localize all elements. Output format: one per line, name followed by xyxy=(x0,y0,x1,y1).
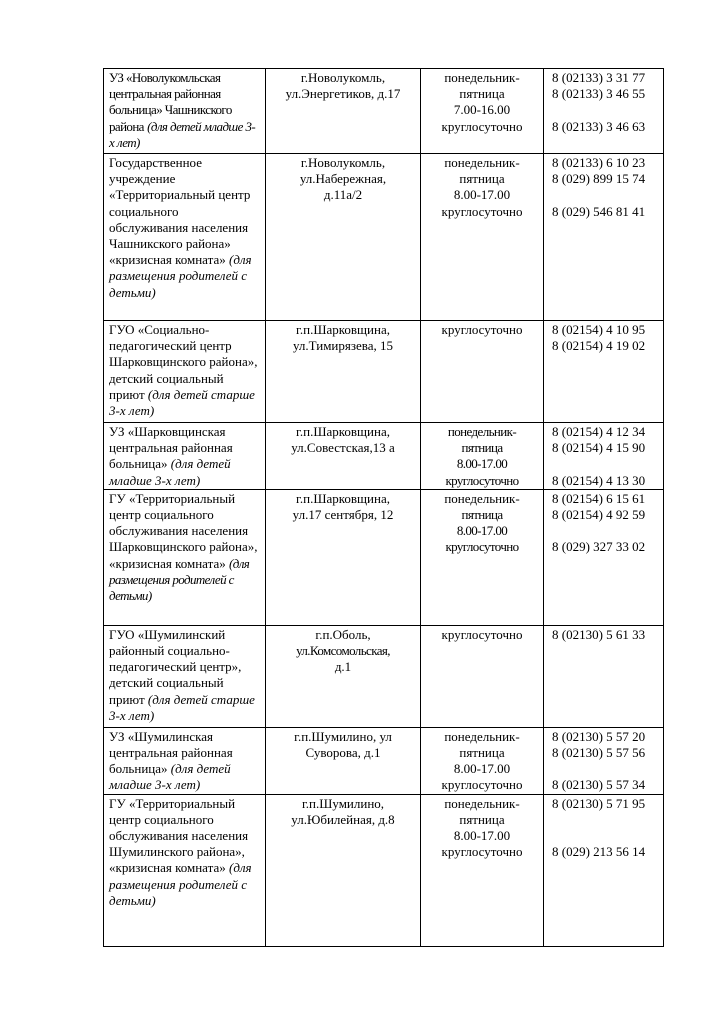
schedule-cell xyxy=(421,321,544,423)
address-line: г.п.Шумилино, ул xyxy=(294,728,392,744)
target-group-note: (для детей старше 3-х лет) xyxy=(109,691,255,723)
address-line: ул.Юбилейная, д.8 xyxy=(291,811,395,827)
phones-cell xyxy=(544,794,664,946)
schedule-cell xyxy=(421,794,544,946)
target-group-note: (для размещения родителей с детьми) xyxy=(109,252,252,300)
schedule-line: круглосуточно xyxy=(441,203,523,219)
address-cell xyxy=(266,727,421,794)
phone-number: 8 (02154) 4 12 34 xyxy=(552,424,646,439)
address-line: г.п.Шарковщина, xyxy=(296,322,390,337)
address-line: г.п.Шарковщина, xyxy=(296,424,390,439)
address-line: г.п.Шумилино, xyxy=(301,795,385,811)
institution-name-cell xyxy=(104,794,266,946)
phones-cell xyxy=(544,69,664,154)
target-group-note: (для детей старше 3-х лет) xyxy=(109,386,255,419)
institution-name-cell xyxy=(104,727,266,794)
address-line: ул.17 сентября, 12 xyxy=(292,507,394,523)
phone-number: 8 (02130) 5 57 34 xyxy=(552,777,646,793)
schedule-line: круглосуточно xyxy=(445,539,519,555)
table-row xyxy=(104,69,664,154)
phone-number: 8 (02133) 3 46 63 xyxy=(552,118,646,134)
institution-name: УЗ «Шарковщинская центральная районная больница» xyxy=(109,424,233,472)
schedule-line: 8.00-17.00 xyxy=(456,456,508,472)
address-cell xyxy=(266,423,421,490)
phone-number: 8 (029) 327 33 02 xyxy=(552,539,646,555)
phones-cell xyxy=(544,423,664,490)
institution-name-cell xyxy=(104,625,266,727)
table-row xyxy=(104,423,664,490)
table-row xyxy=(104,489,664,625)
institution-name-cell xyxy=(104,423,266,490)
table-row xyxy=(104,321,664,423)
address-line: г.п.Оболь, xyxy=(315,626,371,642)
address-line: Суворова, д.1 xyxy=(305,745,381,761)
schedule-cell xyxy=(421,625,544,727)
address-line: ул.Энергетиков, д.17 xyxy=(285,86,401,102)
phone-number: 8 (02154) 4 19 02 xyxy=(552,338,646,354)
phone-number: 8 (02130) 5 57 20 xyxy=(552,728,646,744)
schedule-line: понедельник- xyxy=(444,795,520,811)
address-cell xyxy=(266,321,421,423)
schedule-line: пятница xyxy=(461,440,503,456)
schedule-line: 8.00-17.00 xyxy=(453,187,511,203)
schedule-line: круглосуточно xyxy=(445,472,519,488)
phone-number: 8 (02154) 4 92 59 xyxy=(552,507,646,523)
phone-number: 8 (029) 546 81 41 xyxy=(552,203,646,219)
phone-number: 8 (02133) 3 31 77 xyxy=(552,70,646,85)
institution-name-cell xyxy=(104,69,266,154)
schedule-cell xyxy=(421,69,544,154)
phones-cell xyxy=(544,321,664,423)
schedule-line: круглосуточно xyxy=(441,844,523,860)
phone-number: 8 (02154) 4 15 90 xyxy=(552,440,646,456)
phone-number: 8 (029) 899 15 74 xyxy=(552,171,646,187)
institution-name: ГУ «Территориальный центр социального обслуживания населения Шарковщинского района», «кризисная комната» xyxy=(109,490,258,571)
address-line: д.1 xyxy=(334,659,352,675)
schedule-line: круглосуточно xyxy=(441,322,523,337)
phone-number xyxy=(552,456,658,472)
address-line: г.Новолукомль, xyxy=(300,155,386,170)
phones-cell xyxy=(544,154,664,321)
schedule-cell xyxy=(421,154,544,321)
target-group-note: (для детей младше 3-х лет) xyxy=(109,761,231,793)
schedule-cell xyxy=(421,727,544,794)
phone-number: 8 (029) 213 56 14 xyxy=(552,844,646,860)
phone-number: 8 (02133) 3 46 55 xyxy=(552,86,646,102)
schedule-line: понедельник- xyxy=(444,155,520,170)
phone-number xyxy=(552,187,658,203)
target-group-note: (для детей младше 3-х лет) xyxy=(109,118,256,150)
address-cell xyxy=(266,794,421,946)
address-line: ул.Тимирязева, 15 xyxy=(292,338,394,354)
schedule-cell xyxy=(421,489,544,625)
address-line: ул.Совестская,13 а xyxy=(291,440,395,456)
schedule-line: пятница xyxy=(459,86,505,102)
institution-name-cell xyxy=(104,321,266,423)
schedule-line: 8.00-17.00 xyxy=(453,761,511,777)
schedule-line: понедельник- xyxy=(444,490,520,506)
phone-number: 8 (02154) 6 15 61 xyxy=(552,490,646,506)
schedule-line: пятница xyxy=(459,811,505,827)
address-cell xyxy=(266,625,421,727)
institutions-table-body xyxy=(104,69,664,947)
address-cell xyxy=(266,489,421,625)
schedule-line: понедельник- xyxy=(444,70,520,85)
schedule-line: пятница xyxy=(461,507,503,523)
schedule-line: понедельник- xyxy=(444,728,520,744)
schedule-line: понедельник- xyxy=(447,424,517,439)
institution-name: УЗ «Новолукомльская центральная районная больница» Чашникского района xyxy=(109,70,232,134)
phone-number xyxy=(552,761,658,777)
institutions-table xyxy=(103,68,664,947)
institution-name: ГУ «Территориальный центр социального обслуживания населения Шумилинского района», «кризисная комната» xyxy=(109,795,249,876)
address-cell xyxy=(266,154,421,321)
phone-number: 8 (02130) 5 61 33 xyxy=(552,626,646,642)
institution-name-cell xyxy=(104,154,266,321)
institution-name: Государственное учреждение «Территориальный центр социального обслуживания населения Чашникского района» «кризисная комната» xyxy=(109,155,251,268)
phone-number: 8 (02130) 5 57 56 xyxy=(552,745,646,761)
address-line: ул.Набережная, xyxy=(299,171,387,187)
phone-number: 8 (02154) 4 10 95 xyxy=(552,322,646,337)
schedule-line: круглосуточно xyxy=(441,118,523,134)
schedule-line: пятница xyxy=(459,171,505,187)
address-line: г.п.Шарковщина, xyxy=(296,490,390,506)
phones-cell xyxy=(544,489,664,625)
table-row xyxy=(104,154,664,321)
phones-cell xyxy=(544,727,664,794)
institution-name: УЗ «Шумилинская центральная районная больница» xyxy=(109,728,233,777)
phone-number xyxy=(552,523,658,539)
schedule-line: круглосуточно xyxy=(441,626,523,642)
table-row xyxy=(104,625,664,727)
institution-name-cell xyxy=(104,489,266,625)
institution-name: ГУО «Шумилинский районный социально-педагогический центр», детский социальный приют xyxy=(109,626,242,707)
schedule-line: пятница xyxy=(459,745,505,761)
address-line: ул.Комсомольская, xyxy=(296,643,390,659)
phone-number xyxy=(552,102,658,118)
phone-number: 8 (02154) 4 13 30 xyxy=(552,472,646,488)
phone-number: 8 (02133) 6 10 23 xyxy=(552,155,646,170)
address-line: г.Новолукомль, xyxy=(300,70,386,85)
table-row xyxy=(104,727,664,794)
schedule-line: 8.00-17.00 xyxy=(456,523,508,539)
target-group-note: (для детей младше 3-х лет) xyxy=(109,456,231,488)
schedule-cell xyxy=(421,423,544,490)
target-group-note: (для размещения родителей с детьми) xyxy=(109,555,250,604)
phone-number: 8 (02130) 5 71 95 xyxy=(552,795,646,811)
table-row xyxy=(104,794,664,946)
address-line: д.11а/2 xyxy=(323,187,363,203)
schedule-line: 8.00-17.00 xyxy=(453,828,511,844)
phones-cell xyxy=(544,625,664,727)
schedule-line: круглосуточно xyxy=(441,777,523,793)
phone-number xyxy=(552,812,658,828)
address-cell xyxy=(266,69,421,154)
schedule-line: 7.00-16.00 xyxy=(453,102,511,118)
phone-number xyxy=(552,828,658,844)
institution-name: ГУО «Социально-педагогический центр Шарковщинского района», детский социальный приют xyxy=(109,322,258,402)
target-group-note: (для размещения родителей с детьми) xyxy=(109,860,252,908)
